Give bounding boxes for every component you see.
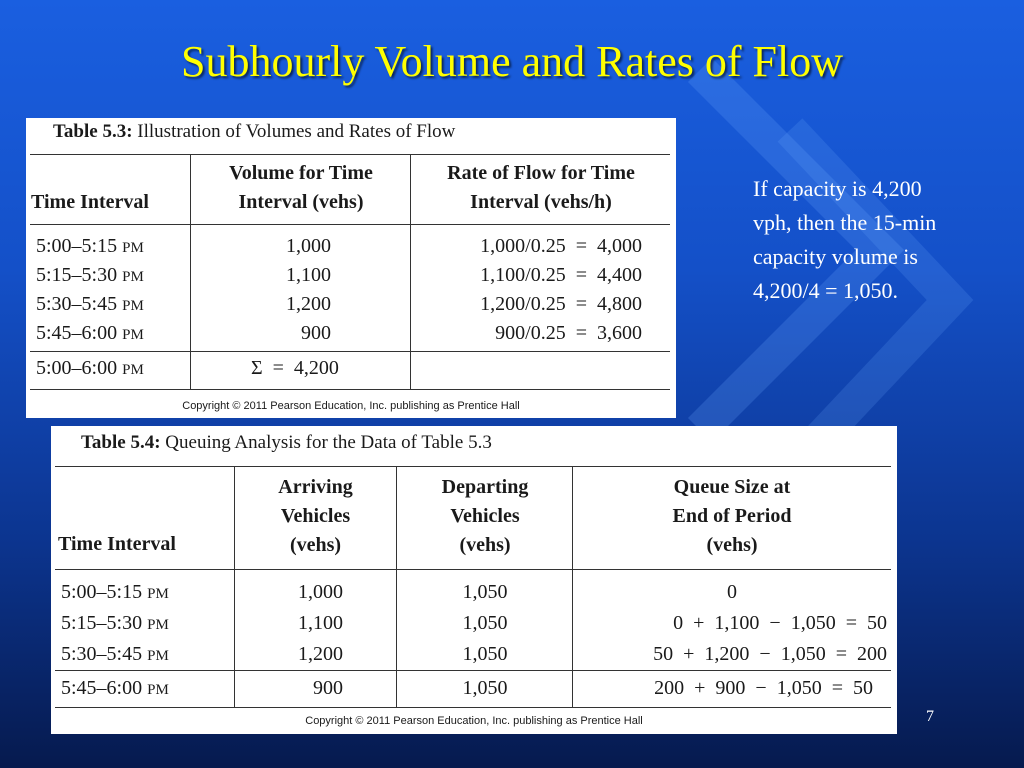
table-rule xyxy=(55,466,891,467)
table-row-volume: 1,200 xyxy=(286,293,331,315)
table-rule xyxy=(30,154,670,155)
column-divider xyxy=(234,466,235,708)
table-row-rate: 900/0.25 = 3,600 xyxy=(495,322,642,344)
table-row-queue: 200 + 900 − 1,050 = 50 xyxy=(654,677,873,699)
table-row-arriving: 1,000 xyxy=(298,581,343,603)
table-row-rate: 1,000/0.25 = 4,000 xyxy=(480,235,642,257)
header-queue-line2: End of Period xyxy=(672,505,792,527)
table-row-time: 5:15–5:30 PM xyxy=(61,612,169,634)
header-time-interval: Time Interval xyxy=(31,191,149,213)
column-divider xyxy=(410,154,411,390)
table-row-time: 5:00–5:15 PM xyxy=(61,581,169,603)
header-departing-line2: Vehicles xyxy=(450,505,520,527)
table-row-volume: 1,100 xyxy=(286,264,331,286)
table-caption xyxy=(53,120,455,144)
table-row-time: 5:00–5:15 PM xyxy=(36,235,144,257)
header-volume-line2: Interval (vehs) xyxy=(238,191,364,213)
table-row-rate: 1,100/0.25 = 4,400 xyxy=(480,264,642,286)
table-row-arriving: 900 xyxy=(313,677,343,699)
header-departing-line1: Departing xyxy=(441,476,529,498)
header-rate-line1: Rate of Flow for Time xyxy=(447,162,635,184)
table-row-rate: 1,200/0.25 = 4,800 xyxy=(480,293,642,315)
table-row-time: 5:45–6:00 PM xyxy=(36,322,144,344)
table-row-arriving: 1,200 xyxy=(298,643,343,665)
table-row-queue: 50 + 1,200 − 1,050 = 200 xyxy=(653,643,887,665)
header-rate-line2: Interval (vehs/h) xyxy=(470,191,612,213)
table-caption-text: Illustration of Volumes and Rates of Flow xyxy=(137,121,456,142)
header-arriving-line3: (vehs) xyxy=(289,534,342,556)
table-row-time: 5:30–5:45 PM xyxy=(36,293,144,315)
table-rule xyxy=(55,569,891,570)
slide-title: Subhourly Volume and Rates of Flow xyxy=(180,37,844,86)
table-row-time: 5:45–6:00 PM xyxy=(61,677,169,699)
table-rule xyxy=(30,224,670,225)
table-total-volume: Σ = 4,200 xyxy=(251,357,339,379)
table-caption-label: Table 5.4: xyxy=(81,432,161,453)
table-5-4 xyxy=(51,426,897,734)
header-queue-line3: (vehs) xyxy=(706,534,758,556)
header-arriving-line1: Arriving xyxy=(278,476,353,498)
table-row-time: 5:30–5:45 PM xyxy=(61,643,169,665)
table-row-queue: 0 + 1,100 − 1,050 = 50 xyxy=(673,612,887,634)
table-rule xyxy=(55,707,891,708)
header-queue-line1: Queue Size at xyxy=(673,476,791,498)
table-row-departing: 1,050 xyxy=(462,643,508,665)
copyright-notice: Copyright © 2011 Pearson Education, Inc. publishing as Prentice Hall xyxy=(182,400,520,412)
header-volume-line1: Volume for Time xyxy=(229,162,373,184)
header-time-interval: Time Interval xyxy=(58,533,176,555)
table-total-time: 5:00–6:00 PM xyxy=(36,357,144,379)
table-caption-label: Table 5.3: xyxy=(53,121,133,142)
table-row-queue: 0 xyxy=(727,581,737,603)
table-row-departing: 1,050 xyxy=(462,581,508,603)
table-5-3 xyxy=(26,118,676,418)
table-row-volume: 900 xyxy=(301,322,331,344)
table-row-departing: 1,050 xyxy=(462,612,508,634)
capacity-note: If capacity is 4,200 vph, then the 15-min capacity volume is 4,200/4 = 1,050. xyxy=(753,176,937,303)
column-divider xyxy=(190,154,191,390)
table-row-time: 5:15–5:30 PM xyxy=(36,264,144,286)
table-caption-text: Queuing Analysis for the Data of Table 5.3 xyxy=(165,432,492,453)
page-number: 7 xyxy=(926,708,934,725)
copyright-notice: Copyright © 2011 Pearson Education, Inc. publishing as Prentice Hall xyxy=(305,715,643,727)
table-row-volume: 1,000 xyxy=(286,235,331,257)
table-rule xyxy=(30,351,670,352)
table-rule xyxy=(30,389,670,390)
header-departing-line3: (vehs) xyxy=(459,534,511,556)
table-rule xyxy=(55,670,891,671)
header-arriving-line2: Vehicles xyxy=(280,505,351,527)
table-row-departing: 1,050 xyxy=(462,677,508,699)
table-row-arriving: 1,100 xyxy=(298,612,343,634)
table-caption xyxy=(81,431,492,455)
